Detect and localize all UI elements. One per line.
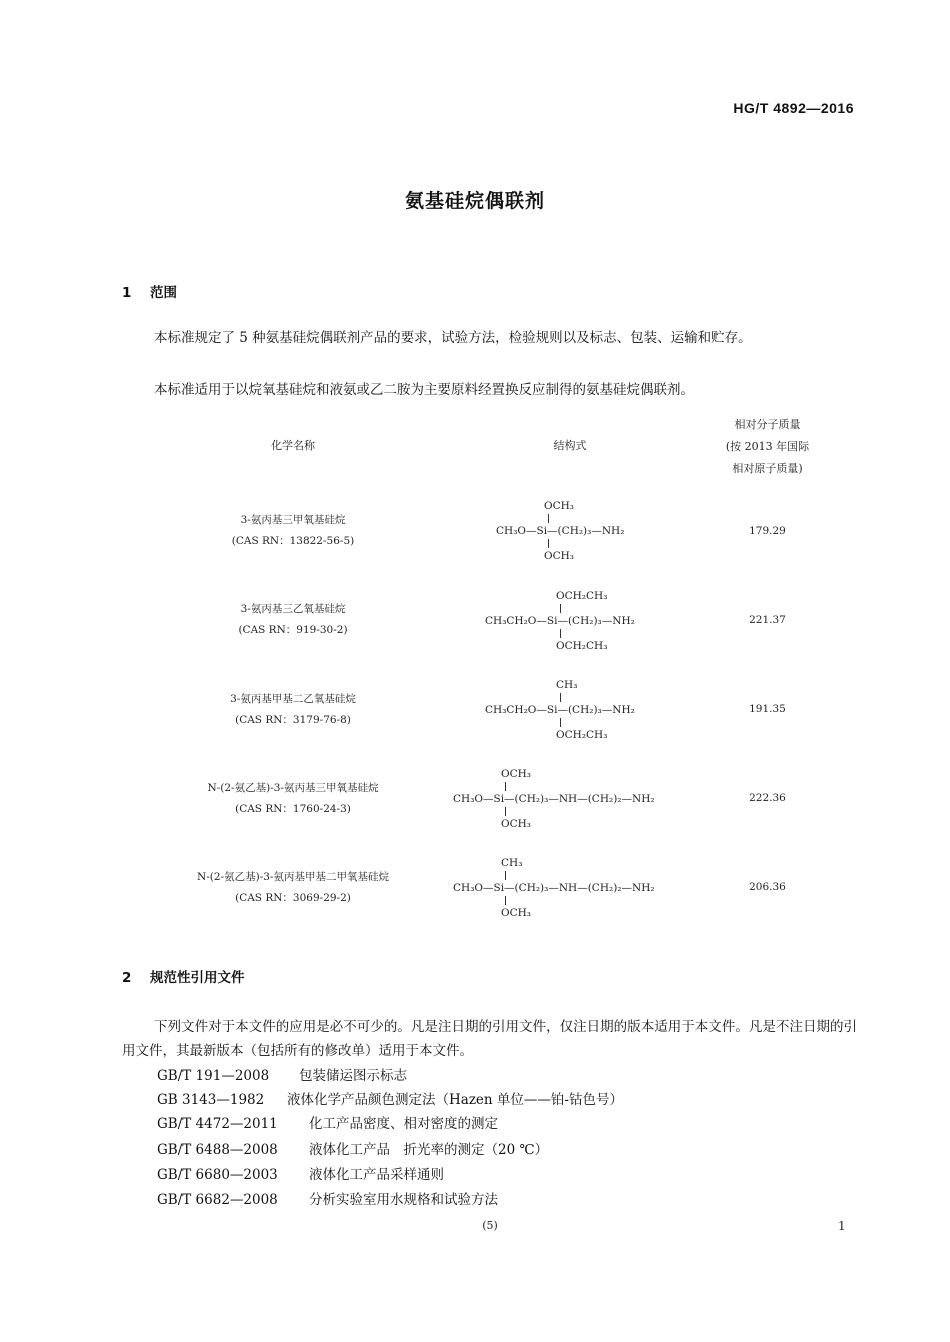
scope-paragraph-2	[122, 378, 857, 402]
references-paragraph	[122, 1015, 857, 1063]
structure-formula-2	[485, 590, 695, 654]
reference-title: 液体化工产品采样通则	[309, 1167, 444, 1183]
table-header-name: 化学名称	[271, 439, 315, 452]
scope-paragraph-1	[122, 326, 857, 350]
formula-main: CH₃CH₂O—Si—(CH₂)₃—NH₂	[485, 704, 635, 716]
section-2-heading	[122, 966, 245, 986]
structure-formula-4	[453, 768, 713, 832]
reference-item	[157, 1089, 623, 1112]
cas-number: (CAS RN：3069-29-2)	[235, 892, 351, 904]
table-row-3-name	[180, 689, 406, 731]
header-line: 相对原子质量)	[732, 462, 803, 475]
section-1-heading	[122, 281, 177, 301]
chemical-name: 3-氨丙基三乙氧基硅烷	[240, 603, 346, 615]
formula-bottom: OCH₃	[501, 907, 532, 919]
reference-code: GB 3143—1982	[157, 1092, 265, 1108]
cas-number: (CAS RN：919-30-2)	[238, 624, 348, 636]
reference-code: GB/T 6682—2008	[157, 1192, 278, 1208]
paragraph-text: 本标准规定了 5 种氨基硅烷偶联剂产品的要求，试验方法，检验规则以及标志、包装、运输和贮存。	[154, 330, 752, 346]
section-title: 规范性引用文件	[150, 970, 245, 986]
reference-item	[157, 1139, 548, 1162]
table-row-5-name	[160, 867, 426, 909]
table-row-1-mass: 179.29	[749, 525, 786, 537]
chemical-name: 3-氨丙基甲基二乙氧基硅烷	[230, 693, 356, 705]
formula-top: CH₃	[501, 857, 523, 869]
formula-top: CH₃	[556, 679, 578, 691]
chemical-name: N-(2-氨乙基)-3-氨丙基三甲氧基硅烷	[207, 782, 379, 794]
structure-formula-5	[453, 857, 713, 921]
footer-center-mark: (5)	[482, 1219, 498, 1232]
formula-top: OCH₃	[501, 768, 532, 780]
section-number: 1	[122, 285, 132, 301]
reference-title: 液体化工产品 折光率的测定（20 ℃）	[309, 1142, 549, 1158]
reference-title: 分析实验室用水规格和试验方法	[309, 1192, 498, 1208]
reference-item	[157, 1113, 498, 1136]
reference-code: GB/T 6680—2003	[157, 1167, 278, 1183]
table-row-4-mass: 222.36	[749, 792, 786, 804]
table-row-4-name	[170, 778, 416, 820]
paragraph-text: 本标准适用于以烷氧基硅烷和液氨或乙二胺为主要原料经置换反应制得的氨基硅烷偶联剂。	[154, 382, 694, 398]
cas-number: (CAS RN：3179-76-8)	[235, 714, 351, 726]
header-line: 相对分子质量	[734, 418, 801, 431]
table-row-2-mass: 221.37	[749, 614, 786, 626]
reference-title: 化工产品密度、相对密度的测定	[309, 1116, 498, 1132]
formula-bottom: OCH₃	[544, 550, 575, 562]
formula-main: CH₃O—Si—(CH₂)₃—NH—(CH₂)₂—NH₂	[453, 882, 655, 894]
document-title: 氨基硅烷偶联剂	[404, 190, 545, 212]
paragraph-text: 下列文件对于本文件的应用是必不可少的。凡是注日期的引用文件，仅注日期的版本适用于本文件。凡是不注日期的引用文件，其最新版本（包括所有的修改单）适用于本文件。	[122, 1019, 857, 1059]
standard-number: HG/T 4892—2016	[733, 100, 854, 116]
formula-top: OCH₃	[544, 500, 575, 512]
reference-item	[157, 1189, 498, 1212]
cas-number: (CAS RN：1760-24-3)	[235, 803, 351, 815]
header-line: (按 2013 年国际	[725, 440, 810, 453]
table-header-mass	[700, 414, 835, 480]
formula-bottom: OCH₂CH₃	[556, 640, 608, 652]
table-row-5-mass: 206.36	[749, 881, 786, 893]
reference-item	[157, 1065, 407, 1088]
structure-formula-1	[496, 500, 696, 564]
formula-main: CH₃O—Si—(CH₂)₃—NH₂	[496, 525, 625, 537]
reference-title: 包装储运图示标志	[299, 1068, 407, 1084]
formula-bottom: OCH₃	[501, 818, 532, 830]
table-header-structure: 结构式	[553, 439, 587, 452]
reference-code: GB/T 6488—2008	[157, 1142, 278, 1158]
page-number: 1	[838, 1219, 846, 1233]
table-row-2-name	[180, 599, 406, 641]
cas-number: (CAS RN：13822-56-5)	[231, 535, 355, 547]
formula-bottom: OCH₂CH₃	[556, 729, 608, 741]
chemical-name: N-(2-氨乙基)-3-氨丙基甲基二甲氧基硅烷	[197, 871, 389, 883]
formula-main: CH₃CH₂O—Si—(CH₂)₃—NH₂	[485, 615, 635, 627]
section-number: 2	[122, 970, 132, 986]
formula-main: CH₃O—Si—(CH₂)₃—NH—(CH₂)₂—NH₂	[453, 793, 655, 805]
reference-code: GB/T 4472—2011	[157, 1116, 278, 1132]
table-row-3-mass: 191.35	[749, 703, 786, 715]
reference-code: GB/T 191—2008	[157, 1068, 270, 1084]
reference-item	[157, 1164, 444, 1187]
section-title: 范围	[150, 285, 177, 301]
structure-formula-3	[485, 679, 695, 743]
table-row-1-name	[180, 510, 406, 552]
chemical-name: 3-氨丙基三甲氧基硅烷	[240, 514, 346, 526]
formula-top: OCH₂CH₃	[556, 590, 608, 602]
reference-title: 液体化学产品颜色测定法（Hazen 单位——铂-钴色号）	[287, 1092, 623, 1108]
